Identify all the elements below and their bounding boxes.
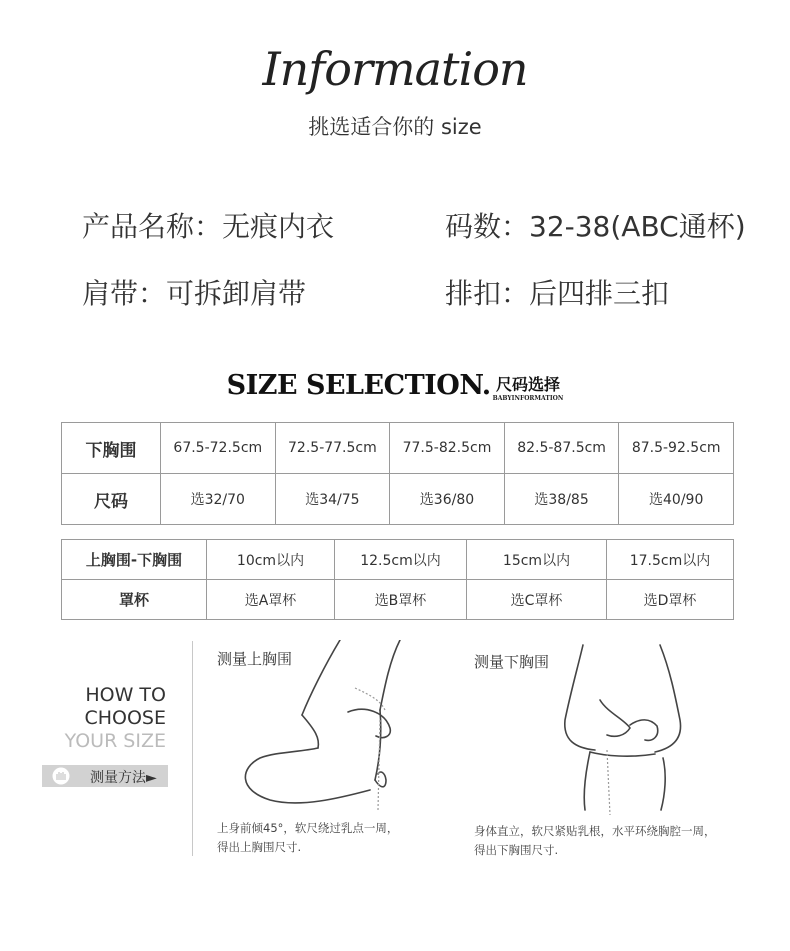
howto-line-2: CHOOSE (84, 707, 166, 729)
page-title: Information (262, 42, 528, 96)
table-cell: 选38/85 (504, 474, 619, 525)
upper-bust-illustration (230, 640, 430, 815)
table-cell: 87.5-92.5cm (619, 423, 734, 474)
upper-bust-caption: 测量上胸围 (217, 650, 293, 668)
upper-bust-note-2: 得出上胸围尺寸. (217, 840, 302, 854)
table-cell: 72.5-77.5cm (275, 423, 390, 474)
table-cell: 选B罩杯 (335, 580, 467, 620)
table-cell: 10cm以内 (207, 540, 335, 580)
measure-method-label: 测量方法► (90, 770, 157, 786)
size-selection-cn: 尺码选择 (496, 375, 561, 394)
table-cell: 82.5-87.5cm (504, 423, 619, 474)
table-row (62, 474, 734, 525)
table-cell: 选36/80 (390, 474, 505, 525)
table-cell: 选34/75 (275, 474, 390, 525)
table-cell: 77.5-82.5cm (390, 423, 505, 474)
howto-heading (65, 684, 166, 753)
size-selection-tiny: BABYINFORMATION (492, 395, 564, 402)
table-row (62, 580, 734, 620)
cup-size-table (61, 539, 734, 620)
product-clasp: 排扣：后四排三扣 (445, 277, 670, 310)
lower-bust-illustration (545, 640, 725, 815)
product-name: 产品名称：无痕内衣 (82, 210, 335, 243)
measure-method-button[interactable] (42, 765, 168, 787)
lower-bust-note-2: 得出下胸围尺寸. (474, 843, 559, 857)
upper-bust-note-1: 上身前倾45°，软尺绕过乳点一周， (217, 821, 399, 835)
product-size-range: 码数：32-38(ABC通杯) (445, 210, 746, 243)
table-cell: 尺码 (62, 474, 161, 525)
size-selection-title: SIZE SELECTION. (226, 370, 491, 401)
table-cell: 12.5cm以内 (335, 540, 467, 580)
table-row (62, 423, 734, 474)
table-row (62, 540, 734, 580)
table-cell: 67.5-72.5cm (161, 423, 276, 474)
table-cell: 17.5cm以内 (607, 540, 734, 580)
table-cell: 选A罩杯 (207, 580, 335, 620)
table-cell: 下胸围 (62, 423, 161, 474)
ruler-icon (52, 767, 70, 785)
page-subtitle: 挑选适合你的 size (308, 115, 482, 139)
table-cell: 罩杯 (62, 580, 207, 620)
table-cell: 选C罩杯 (467, 580, 607, 620)
table-cell: 15cm以内 (467, 540, 607, 580)
underbust-size-table (61, 422, 734, 525)
product-strap: 肩带：可拆卸肩带 (82, 277, 307, 310)
howto-line-3: YOUR SIZE (64, 730, 166, 752)
lower-bust-caption: 测量下胸围 (474, 653, 550, 671)
table-cell: 选D罩杯 (607, 580, 734, 620)
table-cell: 选32/70 (161, 474, 276, 525)
lower-bust-note-1: 身体直立，软尺紧贴乳根，水平环绕胸腔一周， (474, 824, 716, 838)
table-cell: 上胸围-下胸围 (62, 540, 207, 580)
size-selection-heading (0, 370, 790, 402)
table-cell: 选40/90 (619, 474, 734, 525)
divider (192, 641, 193, 856)
howto-line-1: HOW TO (85, 684, 166, 706)
